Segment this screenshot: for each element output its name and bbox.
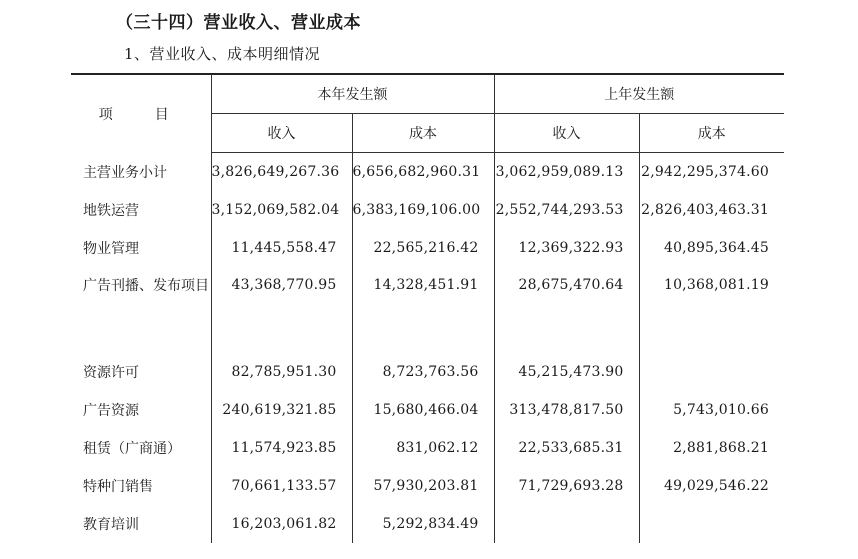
revenue-cost-table — [71, 73, 784, 543]
current-cost-cell: 5,292,834.49 — [352, 505, 494, 543]
prior-cost-cell: 2,826,403,463.31 — [639, 191, 784, 229]
prior-revenue-cell: 28,675,470.64 — [494, 267, 639, 353]
prior-revenue-cell: 12,369,322.93 — [494, 229, 639, 267]
current-revenue-cell: 3,826,649,267.36 — [211, 153, 352, 192]
current-revenue-cell: 70,661,133.57 — [211, 467, 352, 505]
current-period-header: 本年发生额 — [211, 74, 494, 114]
prior-period-header: 上年发生额 — [494, 74, 784, 114]
row-label: 地铁运营 — [83, 203, 139, 219]
prior-revenue-cell: 45,215,473.90 — [494, 353, 639, 391]
row-label: 资源许可 — [83, 365, 139, 381]
prior-cost-cell: 40,895,364.45 — [639, 229, 784, 267]
subsection-heading: 1、营业收入、成本明细情况 — [124, 45, 321, 63]
table-row — [71, 353, 784, 391]
current-revenue-cell: 16,203,061.82 — [211, 505, 352, 543]
current-revenue-header: 收入 — [211, 114, 352, 153]
prior-revenue-cell: 2,552,744,293.53 — [494, 191, 639, 229]
prior-cost-cell: 49,029,546.22 — [639, 467, 784, 505]
current-cost-cell: 22,565,216.42 — [352, 229, 494, 267]
prior-revenue-cell: 71,729,693.28 — [494, 467, 639, 505]
prior-cost-cell: 2,881,868.21 — [639, 429, 784, 467]
table-row — [71, 391, 784, 429]
current-revenue-cell: 43,368,770.95 — [211, 267, 352, 353]
current-revenue-cell: 11,574,923.85 — [211, 429, 352, 467]
row-label: 租赁（广商通） — [83, 441, 181, 457]
row-label: 主营业务小计 — [83, 164, 167, 181]
current-cost-cell: 15,680,466.04 — [352, 391, 494, 429]
row-label: 特种门销售 — [83, 479, 153, 495]
prior-cost-cell: 10,368,081.19 — [639, 267, 784, 353]
prior-cost-cell: 2,942,295,374.60 — [639, 153, 784, 192]
table-row — [71, 229, 784, 267]
current-cost-cell: 831,062.12 — [352, 429, 494, 467]
prior-revenue-cell — [494, 505, 639, 543]
table-row — [71, 505, 784, 543]
prior-cost-cell — [639, 353, 784, 391]
prior-revenue-cell: 3,062,959,089.13 — [494, 153, 639, 192]
section-heading: （三十四）营业收入、营业成本 — [116, 13, 361, 33]
table-row — [71, 153, 784, 192]
prior-revenue-cell: 313,478,817.50 — [494, 391, 639, 429]
current-revenue-cell: 3,152,069,582.04 — [211, 191, 352, 229]
prior-revenue-cell: 22,533,685.31 — [494, 429, 639, 467]
current-cost-cell: 6,383,169,106.00 — [352, 191, 494, 229]
item-column-header: 项 目 — [71, 74, 211, 153]
current-revenue-cell: 82,785,951.30 — [211, 353, 352, 391]
row-label: 教育培训 — [83, 517, 139, 533]
current-revenue-cell: 240,619,321.85 — [211, 391, 352, 429]
current-cost-cell: 14,328,451.91 — [352, 267, 494, 353]
current-cost-cell: 57,930,203.81 — [352, 467, 494, 505]
current-cost-cell: 6,656,682,960.31 — [352, 153, 494, 192]
current-cost-cell: 8,723,763.56 — [352, 353, 494, 391]
current-cost-header: 成本 — [352, 114, 494, 153]
table-row — [71, 191, 784, 229]
table-row — [71, 467, 784, 505]
current-revenue-cell: 11,445,558.47 — [211, 229, 352, 267]
prior-cost-header: 成本 — [639, 114, 784, 153]
row-label: 广告刊播、发布项目 — [83, 278, 209, 294]
table-row — [71, 429, 784, 467]
row-label: 物业管理 — [83, 241, 139, 257]
table-row — [71, 267, 784, 353]
row-label: 广告资源 — [83, 403, 139, 419]
prior-revenue-header: 收入 — [494, 114, 639, 153]
prior-cost-cell — [639, 505, 784, 543]
prior-cost-cell: 5,743,010.66 — [639, 391, 784, 429]
